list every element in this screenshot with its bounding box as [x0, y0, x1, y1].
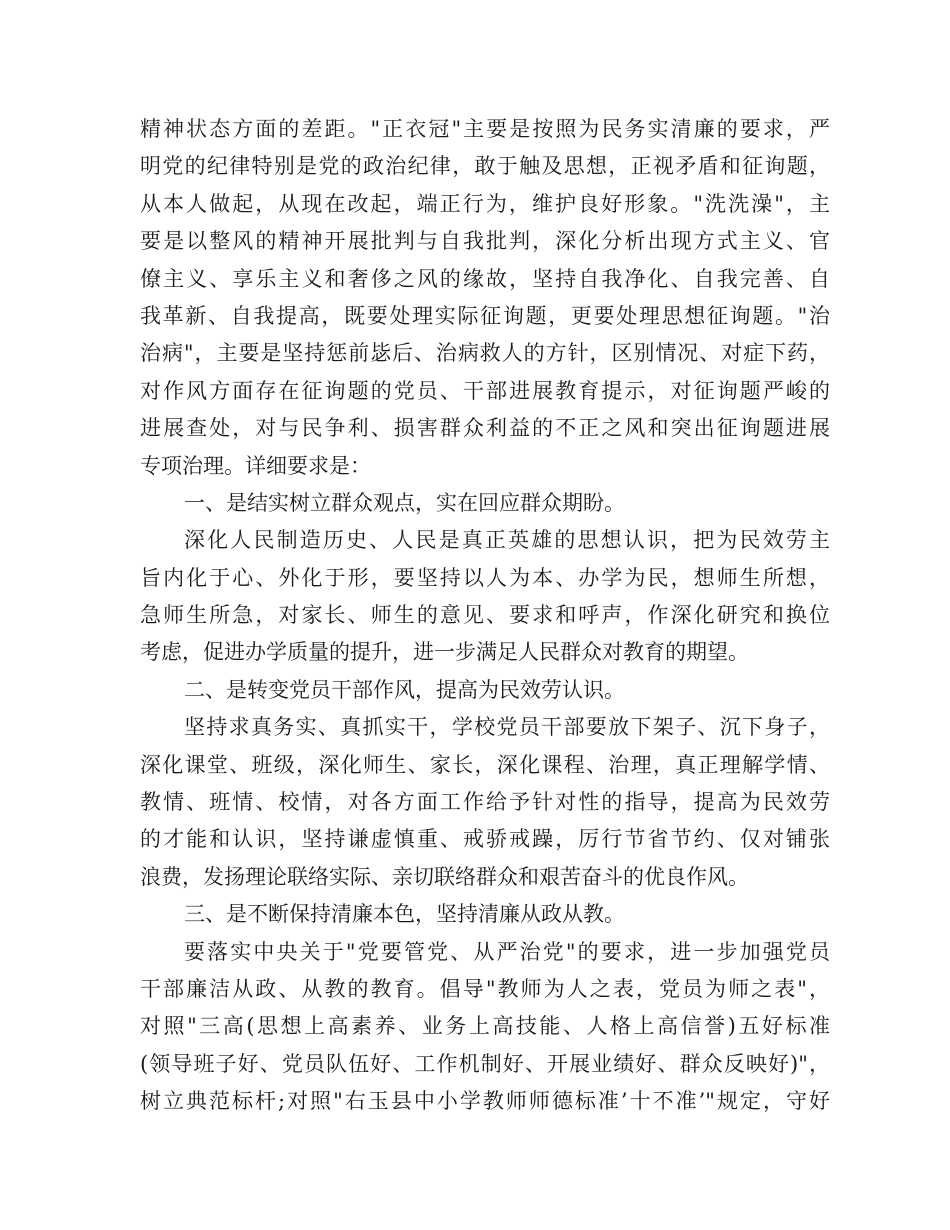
text-line: 二、是转变党员干部作风，提高为民效劳认识。	[184, 677, 625, 702]
text-line: 专项治理。详细要求是：	[140, 453, 371, 478]
text-line: 僚主义、享乐主义和奢侈之风的缘故，坚持自我净化、自我完善、自	[140, 266, 830, 291]
text-line: 坚持求真务实、真抓实干，学校党员干部要放下架子、沉下身子，	[184, 715, 830, 740]
text-line: (领导班子好、党员队伍好、工作机制好、开展业绩好、群众反映好)"，	[140, 1051, 830, 1076]
text-line: 深化人民制造历史、人民是真正英雄的思想认识，把为民效劳主	[184, 528, 830, 553]
text-line: 急师生所急，对家长、师生的意见、要求和呼声，作深化研究和换位	[140, 603, 830, 628]
text-line: 对照"三高(思想上高素养、业务上高技能、人格上高信誉)五好标准	[140, 1014, 830, 1039]
text-line: 一、是结实树立群众观点，实在回应群众期盼。	[184, 490, 625, 515]
text-line: 的才能和认识，坚持谦虚慎重、戒骄戒躁，厉行节省节约、仅对铺张	[140, 827, 830, 852]
text-line: 考虑，促进办学质量的提升，进一步满足人民群众对教育的期望。	[140, 640, 749, 665]
text-line: 从本人做起，从现在改起，端正行为，维护良好形象。"洗洗澡"，主	[140, 191, 830, 216]
text-line: 精神状态方面的差距。"正衣冠"主要是按照为民务实清廉的要求，严	[140, 117, 830, 141]
text-line: 对作风方面存在征询题的党员、干部进展教育提示，对征询题严峻的	[140, 378, 830, 403]
text-line: 教情、班情、校情，对各方面工作给予针对性的指导，提高为民效劳	[140, 790, 830, 815]
text-line: 旨内化于心、外化于形，要坚持以人为本、办学为民，想师生所想，	[140, 565, 830, 590]
text-line: 明党的纪律特别是党的政治纪律，敢于触及思想，正视矛盾和征询题，	[140, 154, 830, 179]
text-line: 浪费，发扬理论联络实际、亲切联络群众和艰苦奋斗的优良作风。	[140, 864, 749, 889]
text-line: 我革新、自我提高，既要处理实际征询题，更要处理思想征询题。"治	[140, 303, 830, 328]
text-line: 要是以整风的精神开展批判与自我批判，深化分析出现方式主义、官	[140, 229, 830, 254]
text-line: 要落实中央关于"党要管党、从严治党"的要求，进一步加强党员	[184, 939, 830, 964]
text-line: 树立典范标杆;对照"右玉县中小学教师师德标准’十不准’"规定，守好	[140, 1089, 830, 1114]
text-line: 进展查处，对与民争利、损害群众利益的不正之风和突出征询题进展	[140, 416, 830, 441]
text-line: 治病"，主要是坚持惩前毖后、治病救人的方针，区别情况、对症下药，	[140, 341, 830, 366]
document-body	[140, 111, 830, 1121]
text-line: 三、是不断保持清廉本色，坚持清廉从政从教。	[184, 902, 625, 927]
text-line: 干部廉洁从政、从教的教育。倡导"教师为人之表，党员为师之表"，	[140, 976, 830, 1001]
text-line: 深化课堂、班级，深化师生、家长，深化课程、治理，真正理解学情、	[140, 752, 830, 777]
